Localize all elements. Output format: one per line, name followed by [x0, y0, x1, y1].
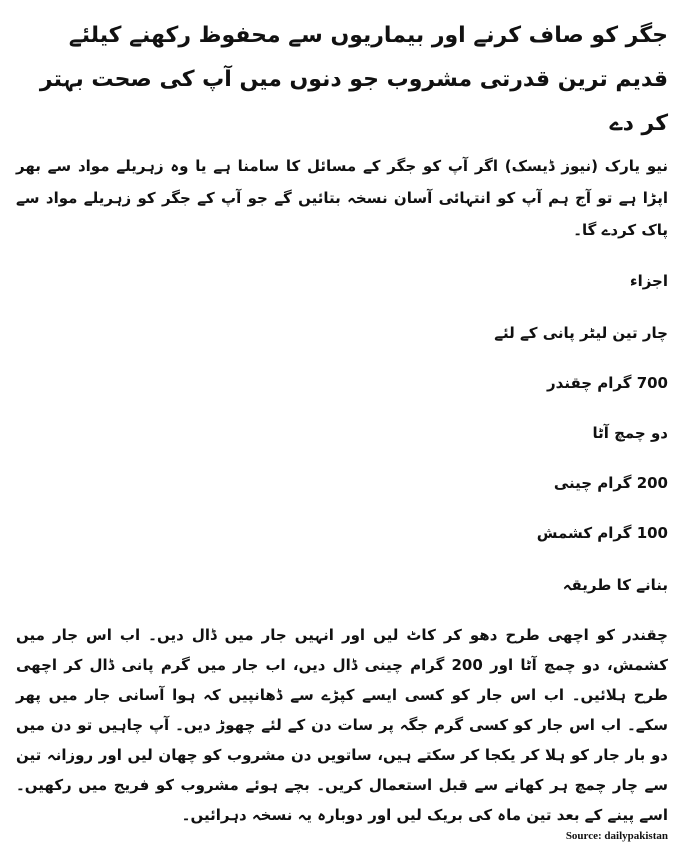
method-heading: بنانے کا طریقہ — [562, 576, 668, 594]
article-title: جگر کو صاف کرنے اور بیماریوں سے محفوظ رکھنے کیلئے قدیم ترین قدرتی مشروب جو دنوں میں آپ کی صحت بہتر کر دے — [39, 23, 668, 136]
ingredients-heading: اجزاء — [629, 272, 668, 290]
method-text: چقندر کو اچھی طرح دھو کر کاٹ لیں اور انہیں جار میں ڈال دیں۔ اب اس جار میں کشمش، دو چمچ آٹا اور 200 گرام چینی ڈال دیں، اب جار میں گرم پانی ڈال کر اچھی طرح ہلائیں۔ اب اس جار کو کسی ایسے کپڑے سے ڈھانپیں کہ ہوا آسانی جار میں پھر سکے۔ اب اس جار کو کسی گرم جگہ پر سات دن کے لئے چھوڑ دیں۔ آپ چاہیں تو دن میں دو بار جار کو ہلا کر یکجا کر سکتے ہیں، ساتویں دن مشروب کو چھان لیں اور روزانہ تین سے چار چمچ ہر کھانے سے قبل استعمال کریں۔ بچے ہوئے مشروب کو فریج میں رکھیں۔ اسے پینے کے بعد تین ماہ کی بریک لیں اور دوبارہ یہ نسخہ دہرائیں۔ — [16, 626, 668, 824]
ingredients-list — [16, 320, 668, 546]
source-credit: Source: dailypakistan — [565, 830, 668, 842]
article-intro: نیو یارک (نیوز ڈیسک) اگر آپ کو جگر کے مسائل کا سامنا ہے یا وہ زہریلے مواد سے بھر اپڑا ہے تو آج ہم آپ کو انتہائی آسان نسخہ بتائیں گے جو آپ کے جگر کو زہریلے مواد سے پاک کردے گا۔ — [16, 157, 668, 239]
ingredient-item: چار تین لیٹر پانی کے لئے — [494, 324, 668, 342]
ingredient-item: 100 گرام کشمش — [536, 524, 668, 542]
ingredient-item: 200 گرام چینی — [553, 474, 668, 492]
ingredient-item: دو چمچ آٹا — [592, 424, 668, 442]
ingredient-item: 700 گرام چقندر — [547, 374, 668, 392]
